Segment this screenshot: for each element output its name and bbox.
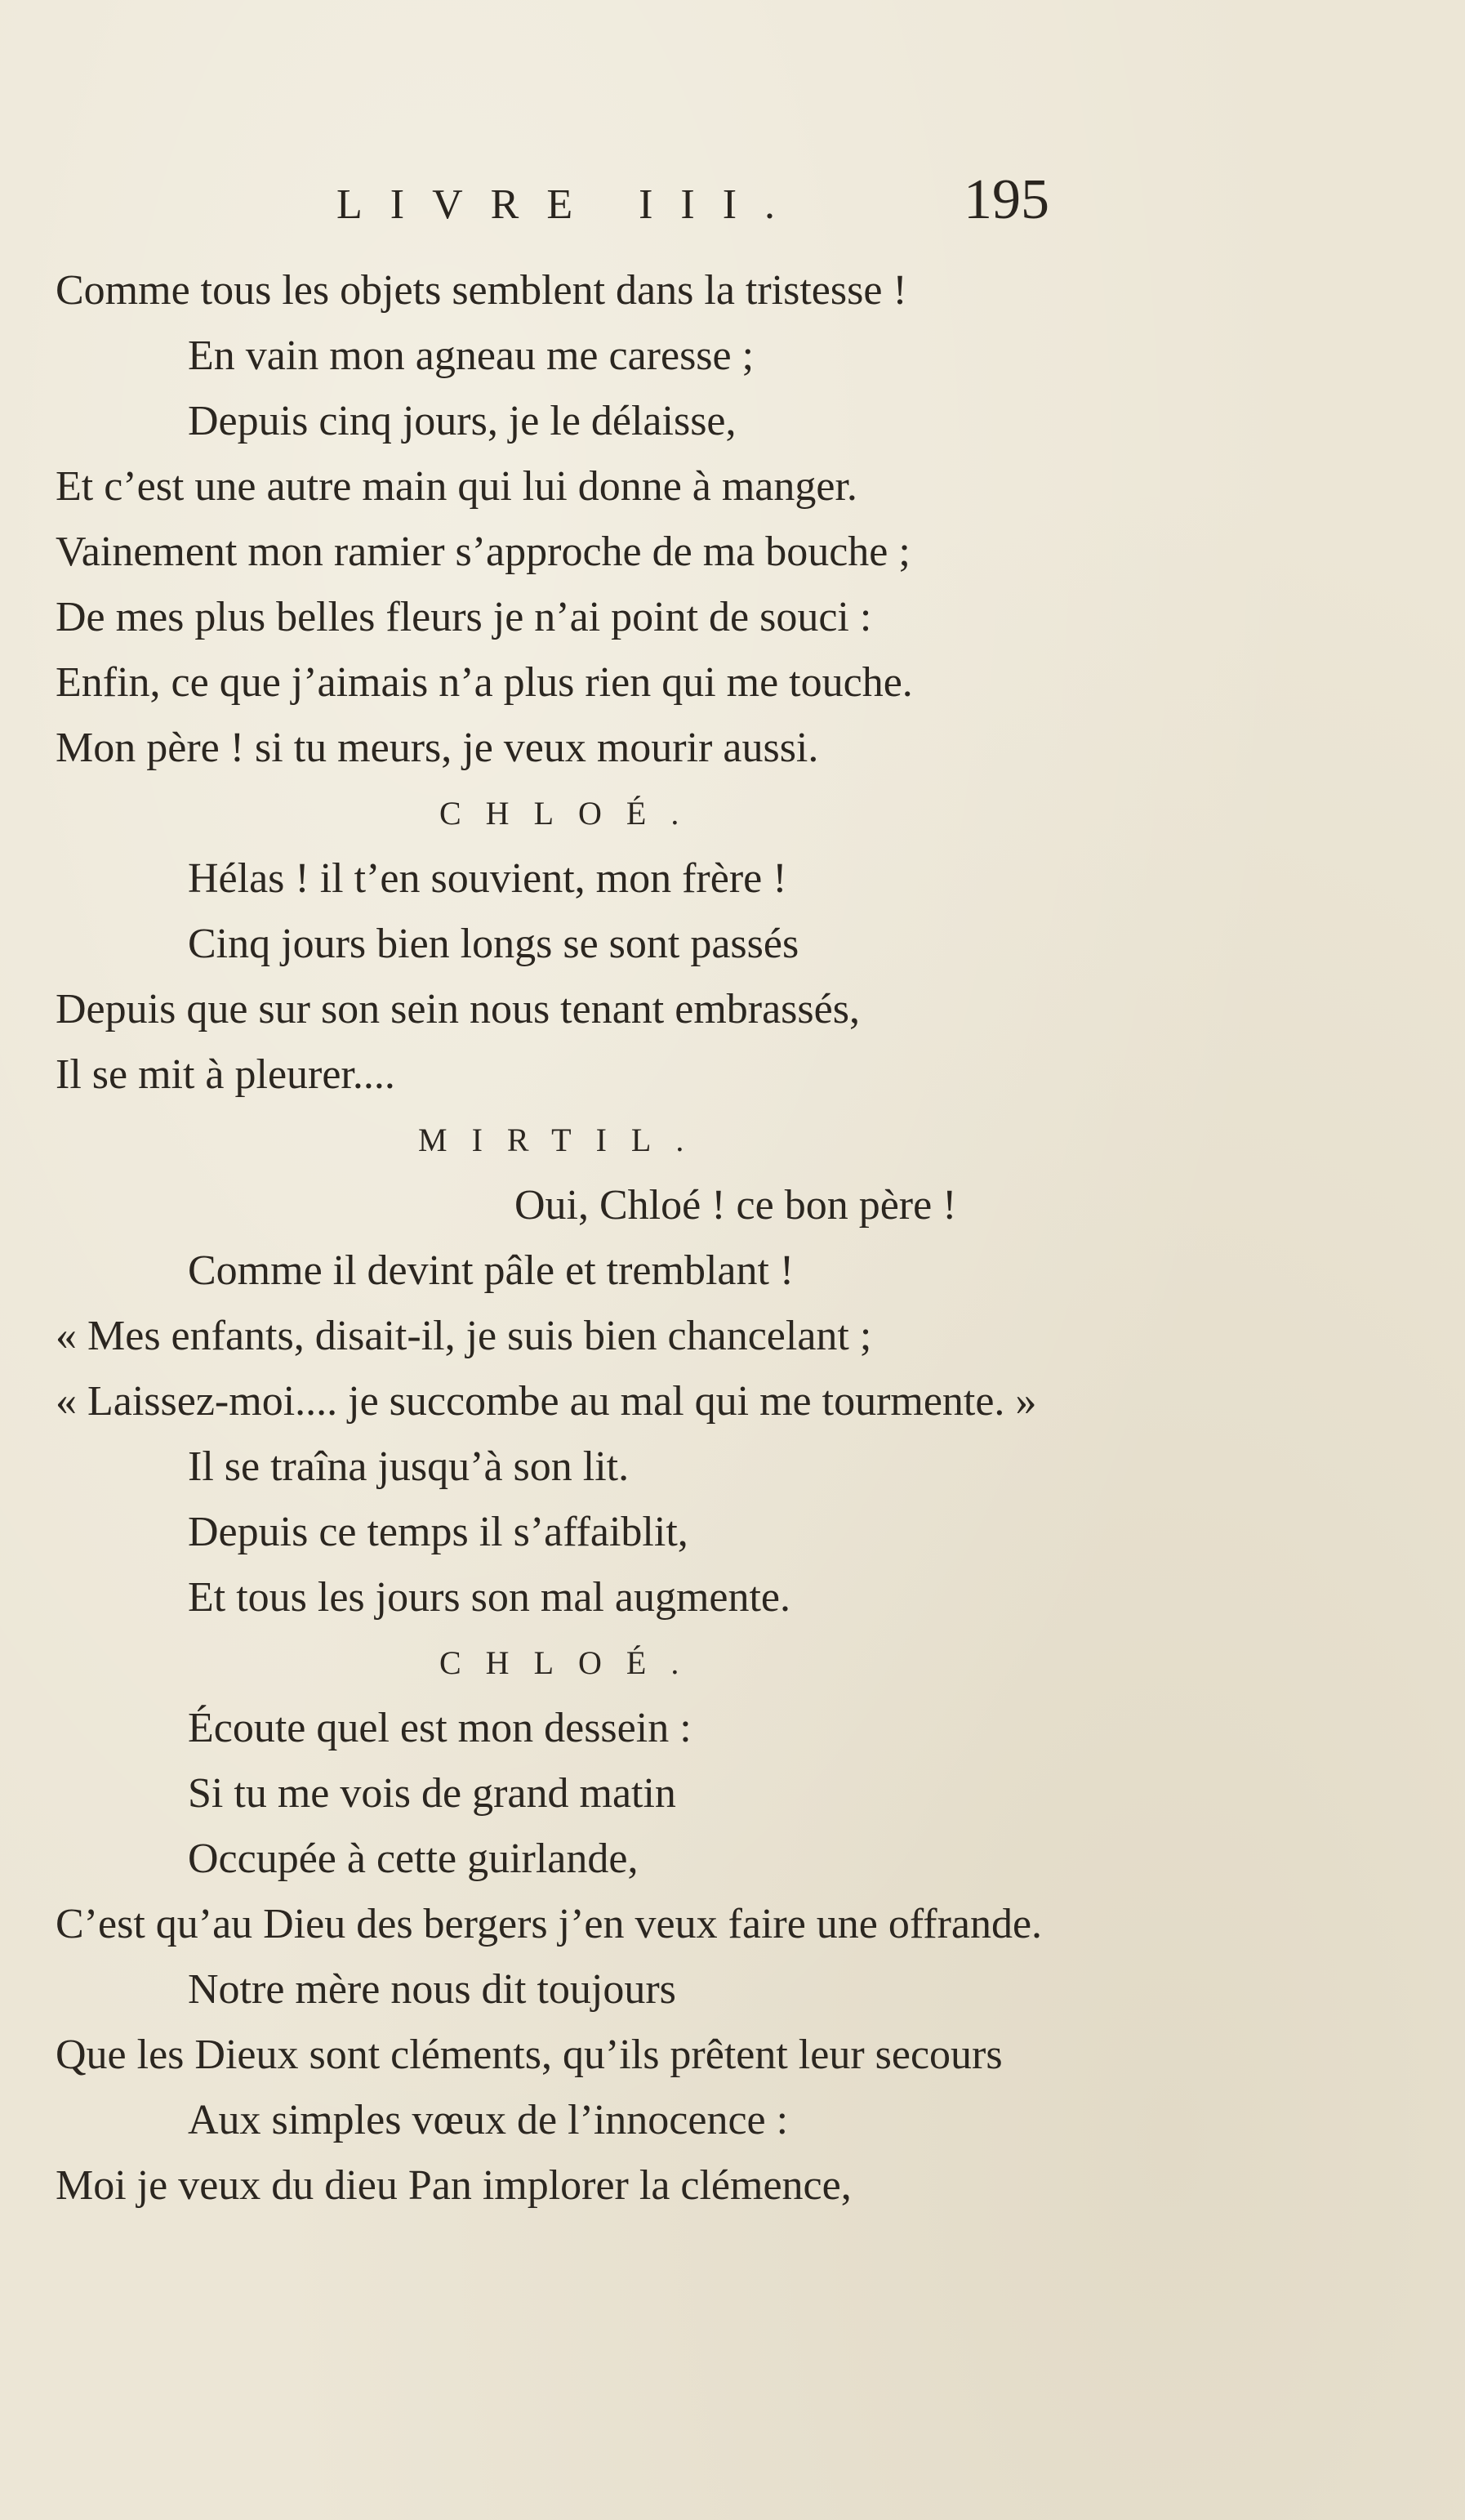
verse-line: Mon père ! si tu meurs, je veux mourir aussi.	[56, 725, 819, 771]
verse-line: Depuis ce temps il s’affaiblit,	[188, 1509, 688, 1555]
speaker-name: CHLOÉ.	[439, 795, 704, 832]
verse-line: Cinq jours bien longs se sont passés	[188, 921, 799, 967]
verse-line: Comme tous les objets semblent dans la tristesse !	[56, 267, 907, 314]
verse-line: Notre mère nous dit toujours	[188, 1966, 676, 2013]
verse-line: Comme il devint pâle et tremblant !	[188, 1247, 795, 1294]
verse-line: Depuis cinq jours, je le délaisse,	[188, 398, 737, 444]
verse-line: Hélas ! il t’en souvient, mon frère !	[188, 855, 787, 902]
running-head: LIVRE III.	[336, 181, 804, 228]
verse-line: « Mes enfants, disait-il, je suis bien chancelant ;	[56, 1313, 872, 1359]
verse-text	[0, 258, 1465, 2219]
verse-line: « Laissez-moi.... je succombe au mal qui me tourmente. »	[56, 1378, 1037, 1425]
page-header	[0, 167, 1465, 241]
verse-line: Vainement mon ramier s’approche de ma bouche ;	[56, 529, 911, 575]
verse-line: Il se traîna jusqu’à son lit.	[188, 1443, 630, 1490]
verse-line: Et tous les jours son mal augmente.	[188, 1574, 791, 1621]
verse-line: Écoute quel est mon dessein :	[188, 1705, 692, 1751]
page-number: 195	[964, 168, 1049, 231]
speaker-name: CHLOÉ.	[439, 1644, 704, 1681]
speaker-name: MIRTIL.	[418, 1122, 709, 1158]
verse-line: De mes plus belles fleurs je n’ai point de souci :	[56, 594, 872, 640]
verse-line: C’est qu’au Dieu des bergers j’en veux faire une offrande.	[56, 1901, 1043, 1947]
verse-line: En vain mon agneau me caresse ;	[188, 332, 755, 379]
verse-line: Il se mit à pleurer....	[56, 1051, 395, 1098]
verse-line: Que les Dieux sont cléments, qu’ils prêtent leur secours	[56, 2032, 1003, 2078]
verse-line: Enfin, ce que j’aimais n’a plus rien qui me touche.	[56, 659, 913, 706]
verse-line: Moi je veux du dieu Pan implorer la clémence,	[56, 2162, 852, 2209]
verse-line: Oui, Chloé ! ce bon père !	[514, 1182, 957, 1229]
verse-line: Et c’est une autre main qui lui donne à manger.	[56, 463, 857, 510]
verse-line: Si tu me vois de grand matin	[188, 1770, 676, 1817]
verse-line: Depuis que sur son sein nous tenant embrassés,	[56, 986, 860, 1033]
verse-line: Aux simples vœux de l’innocence :	[188, 2097, 789, 2143]
verse-line: Occupée à cette guirlande,	[188, 1835, 639, 1882]
